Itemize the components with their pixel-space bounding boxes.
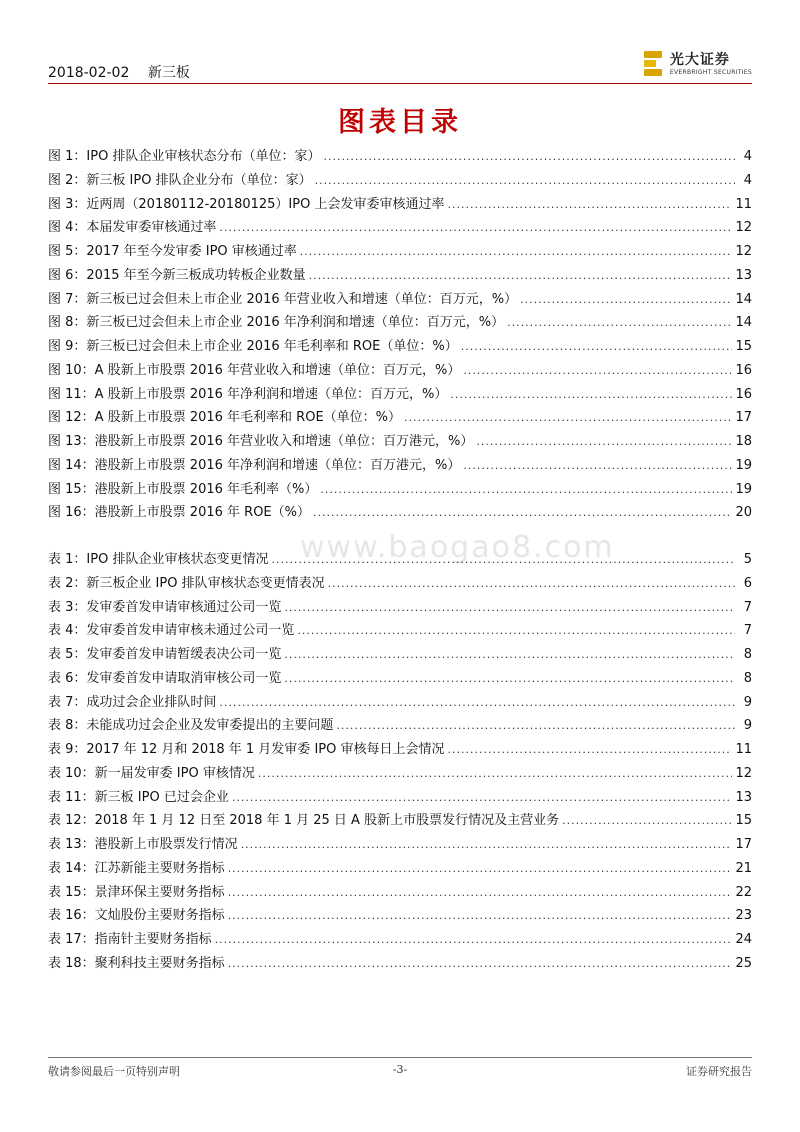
page-header <box>48 50 752 82</box>
table-entry-label: 表 5：发审委首发申请暂缓表决公司一览 <box>48 647 282 662</box>
figure-entry-label: 图 10：A 股新上市股票 2016 年营业收入和增速（单位：百万元，%） <box>48 362 461 378</box>
table-entry[interactable] <box>48 548 752 572</box>
table-entry[interactable] <box>48 738 752 762</box>
dot-leader <box>297 619 735 643</box>
figure-entry[interactable] <box>48 454 752 478</box>
figure-entry[interactable] <box>48 240 752 264</box>
dot-leader <box>219 216 732 240</box>
figure-entry-label: 图 5：2017 年至今发审委 IPO 审核通过率 <box>48 244 297 259</box>
footer-page-number: -3- <box>392 1063 408 1076</box>
dot-leader <box>562 809 732 833</box>
figure-entry-label: 图 7：新三板已过会但未上市企业 2016 年营业收入和增速（单位：百万元，%） <box>48 291 518 307</box>
table-entry-page: 12 <box>735 765 752 781</box>
figure-entry[interactable] <box>48 311 752 335</box>
figure-entry[interactable] <box>48 430 752 454</box>
figure-entry-label: 图 9：新三板已过会但未上市企业 2016 年毛利率和 ROE（单位：%） <box>48 339 458 354</box>
figure-entry-page: 12 <box>735 244 752 259</box>
table-entry-page: 8 <box>743 670 752 686</box>
table-entry-page: 21 <box>735 860 752 876</box>
table-entry-label: 表 11：新三板 IPO 已过会企业 <box>48 789 229 805</box>
table-entry[interactable] <box>48 691 752 715</box>
table-entry[interactable] <box>48 596 752 620</box>
figure-entry-label: 图 16：港股新上市股票 2016 年 ROE（%） <box>48 505 310 521</box>
table-entry[interactable] <box>48 952 752 976</box>
figure-entry-page: 18 <box>735 434 752 449</box>
report-date: 2018-02-02 <box>48 65 130 81</box>
figure-entry-label: 图 8：新三板已过会但未上市企业 2016 年净利润和增速（单位：百万元，%） <box>48 315 505 331</box>
figure-entry-page: 19 <box>735 457 752 473</box>
dot-leader <box>271 548 735 572</box>
figure-entry-label: 图 15：港股新上市股票 2016 年毛利率（%） <box>48 481 318 497</box>
table-entry[interactable] <box>48 762 752 786</box>
table-entry[interactable] <box>48 928 752 952</box>
table-entry-page: 8 <box>743 647 752 662</box>
footer-disclaimer: 敬请参阅最后一页特别声明 <box>48 1065 180 1078</box>
table-entry-page: 6 <box>743 575 752 591</box>
dot-leader <box>313 501 732 525</box>
dot-leader <box>476 430 732 454</box>
figure-index-list <box>48 145 752 525</box>
table-entry-label: 表 17：指南针主要财务指标 <box>48 932 212 947</box>
figure-entry-label: 图 11：A 股新上市股票 2016 年净利润和增速（单位：百万元，%） <box>48 386 448 402</box>
table-entry-page: 24 <box>735 932 752 947</box>
dot-leader <box>520 288 732 312</box>
figure-entry[interactable] <box>48 335 752 359</box>
table-entry-label: 表 4：发审委首发申请审核未通过公司一览 <box>48 623 295 639</box>
figure-entry[interactable] <box>48 193 752 217</box>
table-entry-label: 表 13：港股新上市股票发行情况 <box>48 837 238 852</box>
dot-leader <box>284 643 735 667</box>
table-entry-label: 表 8：未能成功过会企业及发审委提出的主要问题 <box>48 718 334 734</box>
figure-entry-page: 13 <box>735 267 752 283</box>
figure-entry[interactable] <box>48 169 752 193</box>
figure-entry[interactable] <box>48 145 752 169</box>
figure-entry[interactable] <box>48 264 752 288</box>
table-entry-label: 表 6：发审委首发申请取消审核公司一览 <box>48 670 282 686</box>
company-logo <box>644 50 752 78</box>
figure-entry-page: 16 <box>735 362 752 378</box>
table-entry-page: 17 <box>735 837 752 852</box>
dot-leader <box>228 881 733 905</box>
figure-entry-page: 19 <box>735 481 752 497</box>
table-entry[interactable] <box>48 833 752 857</box>
dot-leader <box>336 714 735 738</box>
table-entry[interactable] <box>48 572 752 596</box>
dot-leader <box>315 169 735 193</box>
dot-leader <box>404 406 732 430</box>
header-meta <box>48 62 204 82</box>
header-divider <box>48 83 752 84</box>
figure-entry-page: 14 <box>735 315 752 331</box>
figure-entry-page: 16 <box>735 386 752 402</box>
dot-leader <box>447 193 732 217</box>
figure-entry-page: 17 <box>735 410 752 426</box>
dot-leader <box>232 786 733 810</box>
dot-leader <box>463 359 732 383</box>
table-entry-page: 25 <box>735 955 752 971</box>
table-entry-page: 9 <box>743 694 752 710</box>
dot-leader <box>323 145 735 169</box>
table-entry[interactable] <box>48 714 752 738</box>
dot-leader <box>463 454 732 478</box>
figure-entry-page: 15 <box>735 339 752 354</box>
table-entry-label: 表 9：2017 年 12 月和 2018 年 1 月发审委 IPO 审核每日上会情况 <box>48 742 445 757</box>
figure-entry-label: 图 1：IPO 排队企业审核状态分布（单位：家） <box>48 149 321 164</box>
logo-name-cn: 光大证券 <box>669 51 730 68</box>
watermark: www.baogao8.com <box>300 530 615 565</box>
table-entry-label: 表 1：IPO 排队企业审核状态变更情况 <box>48 552 269 567</box>
table-entry[interactable] <box>48 667 752 691</box>
figure-entry[interactable] <box>48 406 752 430</box>
footer-divider <box>48 1057 752 1058</box>
dot-leader <box>300 240 733 264</box>
table-entry-label: 表 7：成功过会企业排队时间 <box>48 694 217 710</box>
figure-entry-label: 图 2：新三板 IPO 排队企业分布（单位：家） <box>48 172 312 188</box>
figure-entry-label: 图 13：港股新上市股票 2016 年营业收入和增速（单位：百万港元，%） <box>48 434 474 449</box>
table-entry-page: 22 <box>735 884 752 900</box>
report-section: 新三板 <box>147 65 190 81</box>
dot-leader <box>284 667 735 691</box>
figure-entry-page: 12 <box>735 220 752 236</box>
table-entry-page: 13 <box>735 789 752 805</box>
dot-leader <box>241 833 733 857</box>
dot-leader <box>447 738 732 762</box>
figure-entry-page: 20 <box>735 505 752 521</box>
dot-leader <box>328 572 735 596</box>
table-entry-page: 7 <box>743 623 752 639</box>
dot-leader <box>320 478 732 502</box>
figure-entry-label: 图 6：2015 年至今新三板成功转板企业数量 <box>48 267 306 283</box>
logo-name-en: EVERBRIGHT SECURITIES <box>669 68 752 76</box>
footer-report-type: 证券研究报告 <box>686 1065 752 1078</box>
table-entry-page: 5 <box>743 552 752 567</box>
figure-entry-page: 4 <box>743 149 752 164</box>
table-entry-label: 表 16：文灿股份主要财务指标 <box>48 908 225 924</box>
logo-mark-icon <box>644 51 662 77</box>
dot-leader <box>507 311 732 335</box>
table-entry[interactable] <box>48 809 752 833</box>
figure-entry[interactable] <box>48 288 752 312</box>
table-entry-label: 表 3：发审委首发申请审核通过公司一览 <box>48 599 282 615</box>
table-entry-label: 表 18：聚利科技主要财务指标 <box>48 955 225 971</box>
dot-leader <box>215 928 733 952</box>
dot-leader <box>450 383 732 407</box>
dot-leader <box>461 335 733 359</box>
dot-leader <box>228 952 733 976</box>
figure-entry[interactable] <box>48 359 752 383</box>
figure-entry[interactable] <box>48 216 752 240</box>
table-entry[interactable] <box>48 857 752 881</box>
table-entry[interactable] <box>48 643 752 667</box>
table-entry-page: 23 <box>735 908 752 924</box>
table-entry[interactable] <box>48 786 752 810</box>
figure-entry-label: 图 14：港股新上市股票 2016 年净利润和增速（单位：百万港元，%） <box>48 457 461 473</box>
figure-entry[interactable] <box>48 501 752 525</box>
table-entry[interactable] <box>48 619 752 643</box>
dot-leader <box>228 904 733 928</box>
table-entry-page: 15 <box>735 813 752 829</box>
figure-entry-label: 图 12：A 股新上市股票 2016 年毛利率和 ROE（单位：%） <box>48 410 402 426</box>
table-entry-page: 7 <box>743 599 752 615</box>
table-entry-page: 9 <box>743 718 752 734</box>
table-entry-label: 表 2：新三板企业 IPO 排队审核状态变更情表况 <box>48 575 325 591</box>
table-entry[interactable] <box>48 881 752 905</box>
table-index-list <box>48 548 752 976</box>
figure-entry[interactable] <box>48 478 752 502</box>
dot-leader <box>228 857 733 881</box>
dot-leader <box>258 762 733 786</box>
table-entry-label: 表 10：新一届发审委 IPO 审核情况 <box>48 765 255 781</box>
dot-leader <box>309 264 733 288</box>
figure-entry-label: 图 4：本届发审委审核通过率 <box>48 220 217 236</box>
table-entry-label: 表 12：2018 年 1 月 12 日至 2018 年 1 月 25 日 A 股新上市股票发行情况及主营业务 <box>48 813 560 829</box>
figure-entry[interactable] <box>48 383 752 407</box>
figure-entry-label: 图 3：近两周（20180112-20180125）IPO 上会发审委审核通过率 <box>48 196 445 212</box>
table-entry-label: 表 14：江苏新能主要财务指标 <box>48 860 225 876</box>
page-title: 图表目录 <box>338 107 462 138</box>
dot-leader <box>284 596 735 620</box>
table-entry-page: 11 <box>735 742 752 757</box>
dot-leader <box>219 691 735 715</box>
figure-entry-page: 11 <box>735 196 752 212</box>
table-entry-label: 表 15：景津环保主要财务指标 <box>48 884 225 900</box>
table-entry[interactable] <box>48 904 752 928</box>
figure-entry-page: 4 <box>743 172 752 188</box>
figure-entry-page: 14 <box>735 291 752 307</box>
